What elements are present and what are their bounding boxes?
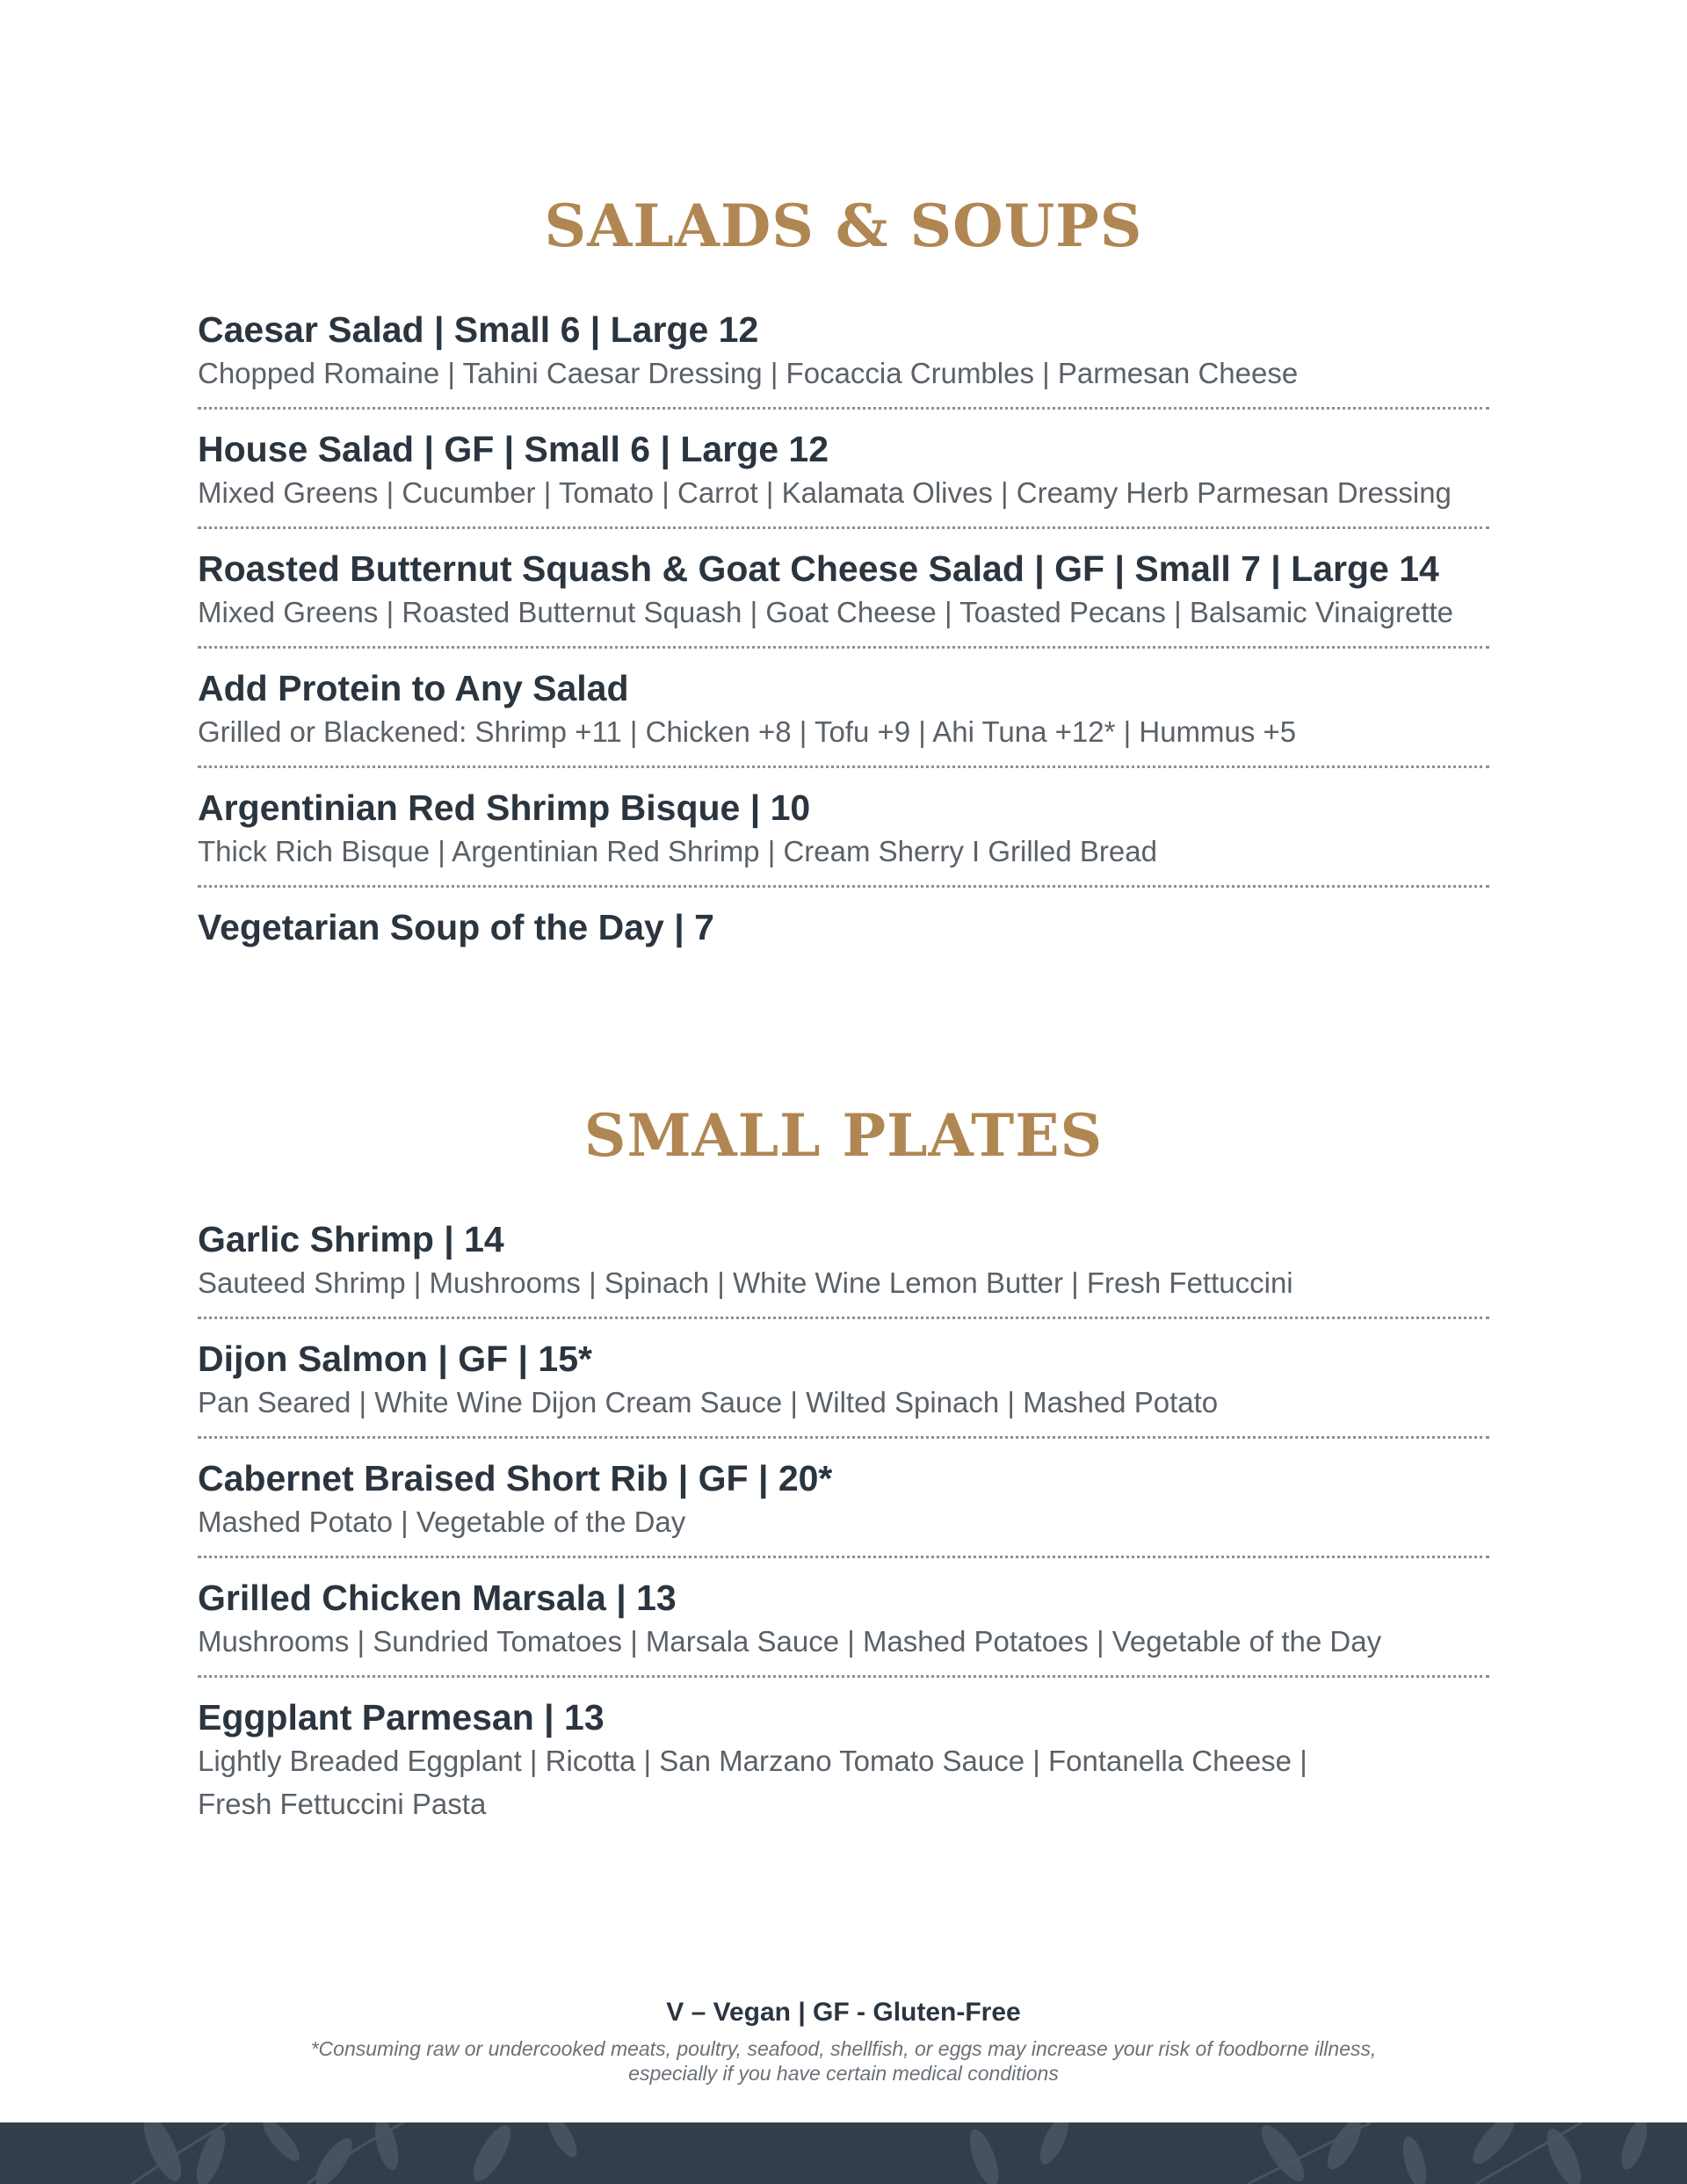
menu-item-name: Garlic Shrimp | 14	[198, 1219, 504, 1259]
menu-item	[198, 308, 1489, 410]
menu-item	[198, 666, 1489, 768]
small-plates-section	[198, 1217, 1489, 1825]
food-safety-disclaimer	[0, 2036, 1687, 2086]
menu-item-name: Vegetarian Soup of the Day | 7	[198, 907, 714, 947]
menu-item-name: Caesar Salad | Small 6 | Large 12	[198, 309, 759, 350]
menu-item-name: Add Protein to Any Salad	[198, 668, 629, 708]
menu-item-name: House Salad | GF | Small 6 | Large 12	[198, 429, 829, 469]
menu-item-name: Cabernet Braised Short Rib | GF | 20*	[198, 1458, 833, 1498]
menu-item-description-continued: Fresh Fettuccini Pasta	[198, 1788, 487, 1820]
menu-item-description: Mixed Greens | Cucumber | Tomato | Carrot | Kalamata Olives | Creamy Herb Parmesan Dressing	[198, 476, 1452, 509]
menu-item	[198, 1576, 1489, 1678]
menu-item-description: Mashed Potato | Vegetable of the Day	[198, 1506, 686, 1538]
dotted-divider	[198, 1436, 1489, 1439]
menu-item-name: Roasted Butternut Squash & Goat Cheese Salad | GF | Small 7 | Large 14	[198, 548, 1439, 589]
menu-item-name: Dijon Salmon | GF | 15*	[198, 1339, 592, 1379]
dietary-legend: V – Vegan | GF - Gluten-Free	[666, 1998, 1021, 2027]
menu-item-description: Chopped Romaine | Tahini Caesar Dressing | Focaccia Crumbles | Parmesan Cheese	[198, 357, 1299, 389]
menu-item	[198, 547, 1489, 649]
menu-item-description: Pan Seared | White Wine Dijon Cream Sauce | Wilted Spinach | Mashed Potato	[198, 1386, 1219, 1419]
leaf-pattern-icon	[0, 2122, 1687, 2184]
dotted-divider	[198, 885, 1489, 888]
salads-soups-title: SALADS & SOUPS	[544, 192, 1143, 260]
dotted-divider	[198, 1675, 1489, 1678]
menu-item-name: Eggplant Parmesan | 13	[198, 1697, 605, 1738]
menu-item-description: Thick Rich Bisque | Argentinian Red Shrimp | Cream Sherry I Grilled Bread	[198, 835, 1157, 867]
menu-item-description: Mixed Greens | Roasted Butternut Squash | Goat Cheese | Toasted Pecans | Balsamic Vinaigrette	[198, 596, 1454, 628]
menu-item-description: Grilled or Blackened: Shrimp +11 | Chicken +8 | Tofu +9 | Ahi Tuna +12* | Hummus +5	[198, 715, 1297, 748]
menu-item-name: Argentinian Red Shrimp Bisque | 10	[198, 787, 811, 828]
menu-item	[198, 905, 1489, 949]
disclaimer-line-1: *Consuming raw or undercooked meats, poultry, seafood, shellfish, or eggs may increase your risk of foodborne illness,	[310, 2037, 1377, 2060]
menu-item	[198, 427, 1489, 529]
dotted-divider	[198, 646, 1489, 649]
menu-item	[198, 1456, 1489, 1558]
salads-soups-section	[198, 308, 1489, 949]
menu-item-description: Mushrooms | Sundried Tomatoes | Marsala Sauce | Mashed Potatoes | Vegetable of the Day	[198, 1625, 1382, 1658]
menu-item	[198, 786, 1489, 888]
dotted-divider	[198, 1317, 1489, 1319]
dotted-divider	[198, 1556, 1489, 1558]
menu-item-description: Sauteed Shrimp | Mushrooms | Spinach | White Wine Lemon Butter | Fresh Fettuccini	[198, 1266, 1293, 1299]
menu-item	[198, 1217, 1489, 1319]
menu-item-description: Lightly Breaded Eggplant | Ricotta | San Marzano Tomato Sauce | Fontanella Cheese |	[198, 1745, 1307, 1777]
menu-item	[198, 1337, 1489, 1439]
footer-band	[0, 2122, 1687, 2184]
menu-item	[198, 1695, 1489, 1825]
small-plates-title: SMALL PLATES	[583, 1101, 1104, 1170]
disclaimer-line-2: especially if you have certain medical conditions	[628, 2062, 1059, 2085]
dotted-divider	[198, 765, 1489, 768]
dotted-divider	[198, 526, 1489, 529]
dotted-divider	[198, 407, 1489, 410]
menu-item-name: Grilled Chicken Marsala | 13	[198, 1578, 677, 1618]
